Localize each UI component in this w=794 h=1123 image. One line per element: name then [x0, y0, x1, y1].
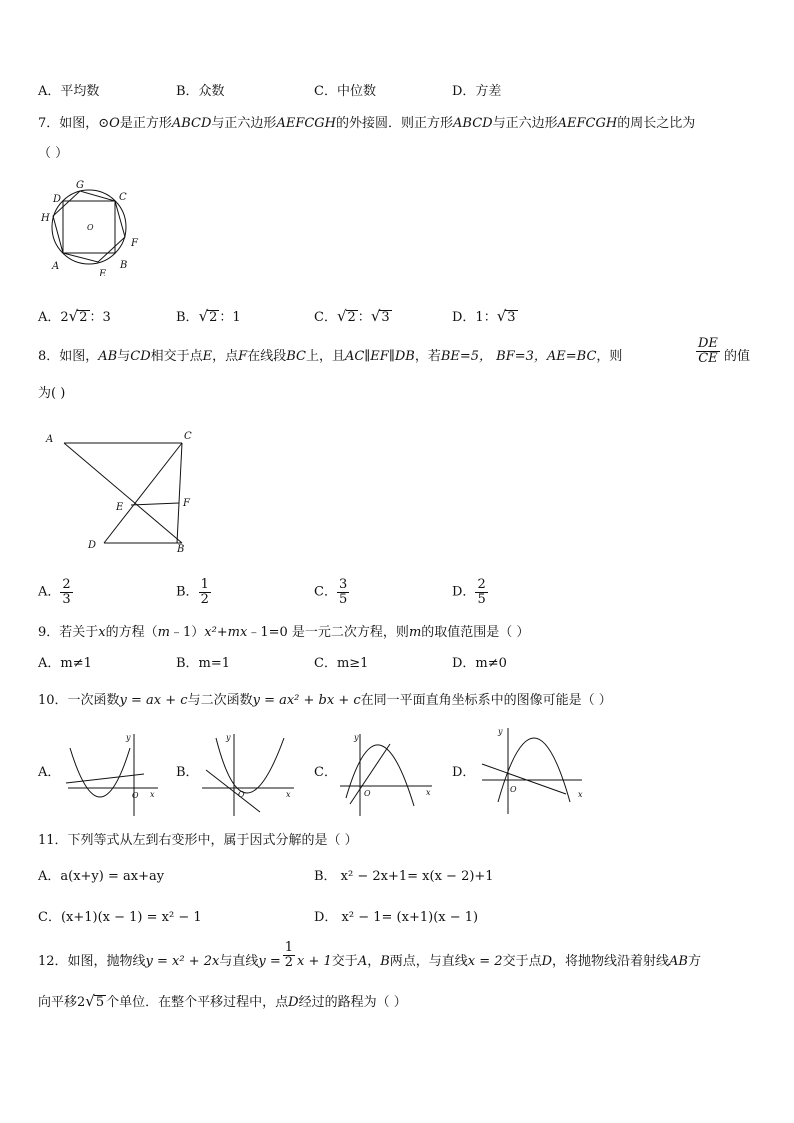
q11-option-d: D． x² − 1= (x+1)(x − 1)	[314, 910, 479, 925]
q7-option-b: B．√2 ：1	[176, 307, 241, 325]
q9-option-c: C．m≥1	[314, 656, 369, 671]
q10-graph-d	[478, 722, 588, 818]
label-d: D	[53, 194, 62, 205]
svg-text:O: O	[132, 791, 139, 800]
q8-figure	[42, 426, 202, 556]
q10-option-b: B．	[176, 765, 199, 780]
svg-text:O: O	[364, 789, 371, 798]
q11-option-c: C．(x+1)(x − 1) = x² − 1	[38, 910, 202, 925]
line	[482, 764, 566, 794]
segment-ab	[64, 443, 182, 543]
label-h: H	[41, 213, 50, 224]
q8-fraction: $\frac{DE}{CE}$	[698, 336, 718, 366]
q11-option-a: A．a(x+y) = ax+ay	[38, 869, 165, 884]
q8-option-c: C． $\frac{3}{5}$	[314, 577, 348, 607]
q10-option-a: A．	[38, 765, 61, 780]
label-o: O	[87, 223, 94, 232]
parabola	[498, 738, 570, 802]
q10-graph-c	[336, 728, 436, 820]
q7-figure	[36, 178, 146, 276]
label-d: D	[88, 540, 97, 551]
label-f: F	[183, 498, 190, 509]
q12-stem-line2: 向平移2√5 个单位．在整个平移过程中，点D经过的路程为（ ）	[38, 992, 407, 1010]
label-b: B	[120, 260, 128, 271]
q9-option-d: D．m≠0	[452, 656, 507, 671]
q9-option-a: A．m≠1	[38, 656, 92, 671]
svg-text:O: O	[510, 785, 517, 794]
q10-option-d: D．	[452, 765, 476, 780]
svg-text:x: x	[578, 790, 583, 799]
svg-text:y: y	[498, 727, 503, 736]
q8-option-d: D． $\frac{2}{5}$	[452, 577, 486, 607]
q11-stem: 11．下列等式从左到右变形中，属于因式分解的是（ ）	[38, 833, 358, 848]
label-g: G	[76, 180, 84, 191]
svg-text:y: y	[226, 733, 231, 742]
q8-option-b: B． $\frac{1}{2}$	[176, 577, 209, 607]
q8-option-a: A． $\frac{2}{3}$	[38, 577, 71, 607]
q10-option-c: C．	[314, 765, 337, 780]
segment-cb	[177, 443, 182, 543]
parabola	[216, 738, 284, 793]
q7-option-c: C．√2 ：√3	[314, 307, 390, 325]
label-c: C	[119, 192, 127, 203]
q10-graph-a	[62, 728, 162, 820]
label-e: E	[116, 502, 124, 513]
q10-graph-b	[198, 728, 298, 820]
label-a: A	[52, 261, 60, 272]
label-e: E	[99, 269, 107, 276]
parabola	[346, 745, 414, 806]
q8-stem: 8．如图，AB与CD相交于点E，点F在线段BC上，且AC∥EF∥DB，若BE=5， BF=3，AE=BC，则	[38, 349, 623, 364]
svg-text:x: x	[426, 788, 431, 797]
svg-text:x: x	[150, 790, 155, 799]
q9-stem: 9．若关于x的方程（m﹣1）x²+mx﹣1=0 是一元二次方程，则m的取值范围是（ ）	[38, 625, 530, 640]
q7-stem: 7．如图，⊙O是正方形ABCD与正六边形AEFCGH的外接圆．则正方形ABCD与正六边形AEFCGH的周长之比为	[38, 116, 696, 131]
q8-stem-end: 的值	[724, 349, 751, 364]
q8-answer-paren: 为( )	[38, 386, 66, 401]
q7-answer-paren: （ ）	[38, 146, 69, 161]
q7-option-a: A．2√2 ：3	[38, 307, 111, 325]
label-b: B	[177, 544, 185, 555]
svg-text:y: y	[126, 733, 131, 742]
label-f: F	[131, 238, 138, 249]
segment-cd	[104, 443, 182, 543]
svg-text:O: O	[238, 790, 245, 799]
q11-option-b: B． x² − 2x+1= x(x − 2)+1	[314, 869, 494, 884]
line	[206, 770, 260, 812]
svg-text:y: y	[354, 733, 359, 742]
label-a: A	[46, 434, 54, 445]
q7-option-d: D．1：√3	[452, 307, 516, 325]
q12-stem-line1: 12．如图，抛物线y = x² + 2x与直线y = $\frac{1}{2}$ x + 1交于A，B两点，与直线x = 2交于点D，将抛物线沿着射线AB方	[38, 940, 701, 970]
parabola	[70, 748, 130, 797]
label-c: C	[184, 431, 192, 442]
q6-option-c: C．中位数	[314, 84, 376, 99]
svg-text:x: x	[286, 790, 291, 799]
q9-option-b: B．m=1	[176, 656, 231, 671]
q10-stem: 10．一次函数y = ax + c与二次函数y = ax² + bx + c在同一平面直角坐标系中的图像可能是（ ）	[38, 693, 612, 708]
q6-option-d: D．方差	[452, 84, 502, 99]
q6-option-b: B．众数	[176, 84, 225, 99]
segment-ef	[131, 503, 179, 505]
q6-option-a: A．平均数	[38, 84, 100, 99]
line	[66, 774, 144, 783]
